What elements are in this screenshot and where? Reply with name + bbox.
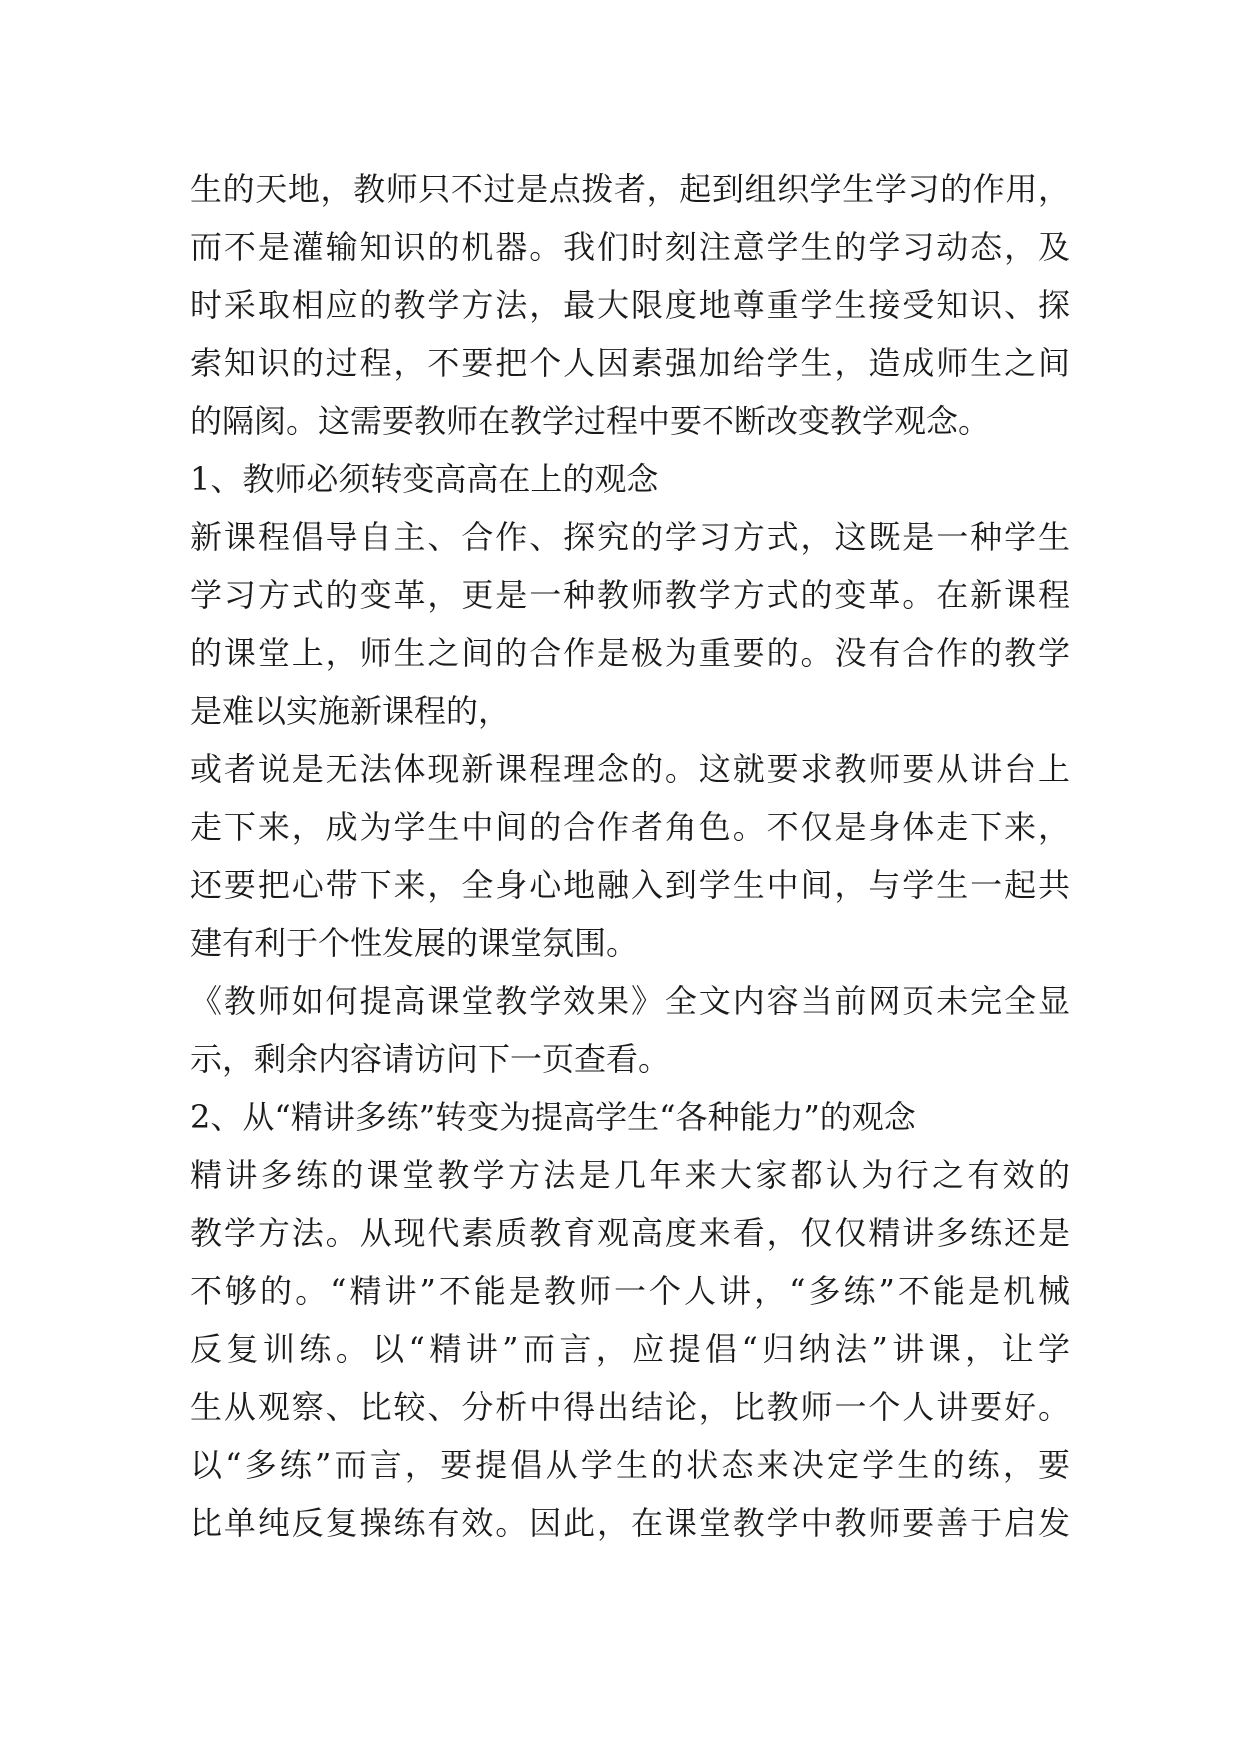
text-line: 新课程倡导自主、合作、探究的学习方式，这既是一种学生 [190,518,1070,556]
text-line: 而不是灌输知识的机器。我们时刻注意学生的学习动态，及 [190,228,1070,266]
text-line: 的隔阂。这需要教师在教学过程中要不断改变教学观念。 [190,402,991,440]
text-line: 建有利于个性发展的课堂氛围。 [190,924,639,962]
text-line: 示，剩余内容请访问下一页查看。 [190,1040,671,1078]
text-line: 还要把心带下来，全身心地融入到学生中间，与学生一起共 [190,866,1070,904]
text-line: 或者说是无法体现新课程理念的。这就要求教师要从讲台上 [190,750,1070,788]
document-body [190,160,1070,1552]
text-line: 以“多练”而言，要提倡从学生的状态来决定学生的练，要 [190,1446,1070,1484]
text-line: 比单纯反复操练有效。因此，在课堂教学中教师要善于启发 [190,1504,1070,1542]
text-line: 索知识的过程，不要把个人因素强加给学生，造成师生之间 [190,344,1070,382]
text-line: 的课堂上，师生之间的合作是极为重要的。没有合作的教学 [190,634,1070,672]
text-line: 《教师如何提高课堂教学效果》全文内容当前网页未完全显 [190,982,1070,1020]
text-line: 精讲多练的课堂教学方法是几年来大家都认为行之有效的 [190,1156,1070,1194]
text-line: 学习方式的变革，更是一种教师教学方式的变革。在新课程 [190,576,1070,614]
text-line: 是难以实施新课程的， [190,692,511,730]
text-line: 教学方法。从现代素质教育观高度来看，仅仅精讲多练还是 [190,1214,1070,1252]
text-line: 走下来，成为学生中间的合作者角色。不仅是身体走下来， [190,808,1070,846]
text-line: 生从观察、比较、分析中得出结论，比教师一个人讲要好。 [190,1388,1070,1426]
text-line: 时采取相应的教学方法，最大限度地尊重学生接受知识、探 [190,286,1070,324]
text-line: 不够的。“精讲”不能是教师一个人讲，“多练”不能是机械 [190,1272,1070,1310]
text-line: 生的天地，教师只不过是点拨者，起到组织学生学习的作用， [190,170,1070,208]
text-line: 反复训练。以“精讲”而言，应提倡“归纳法”讲课，让学 [190,1330,1070,1368]
text-line: 1、教师必须转变高高在上的观念 [190,460,659,498]
text-line: 2、从“精讲多练”转变为提高学生“各种能力”的观念 [190,1098,916,1136]
